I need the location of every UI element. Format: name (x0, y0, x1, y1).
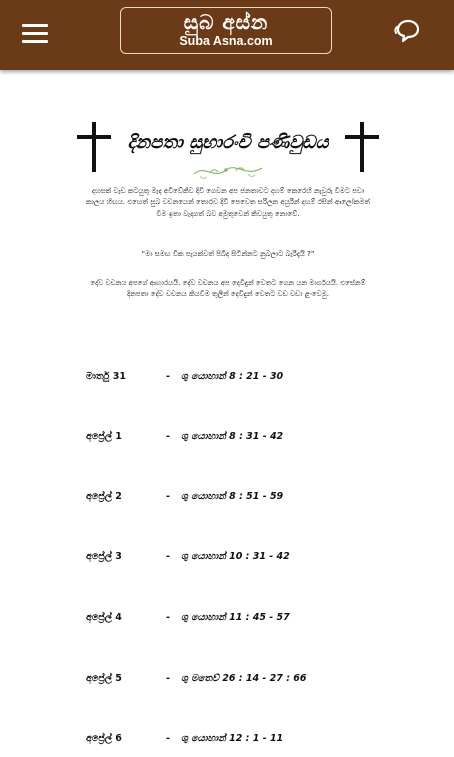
reading-reference: ශු මතෙව් 26 : 14 - 27 : 66 (181, 673, 307, 684)
site-subtitle: Suba Asna.com (179, 34, 273, 48)
cross-icon (77, 122, 111, 172)
reading-reference: ශු යොහාන් 12 : 1 - 11 (181, 733, 284, 744)
cross-icon (345, 122, 379, 172)
reading-row[interactable] (0, 550, 454, 564)
separator: - (166, 673, 170, 684)
reading-row[interactable] (0, 430, 454, 444)
separator: - (166, 431, 170, 442)
site-logo[interactable] (120, 7, 332, 54)
reading-reference: ශු යොහාන් 11 : 45 - 57 (181, 612, 290, 623)
reading-date: අප්‍රේල් 5 (86, 673, 122, 684)
reading-date: අප්‍රේල් 3 (86, 551, 122, 562)
reading-date: අප්‍රේල් 6 (86, 733, 122, 744)
reading-row[interactable] (0, 672, 454, 686)
reading-reference: ශු යොහාන් 8 : 51 - 59 (181, 491, 284, 502)
reading-date: මාර්තු 31 (86, 371, 126, 382)
intro-text: දහසක් වැඩ කටයුතු මැද අවිවේකීව දිවි ගෙවන අප ජනතාවට දහම් කෙරෙහි නැවුරු වීමට පවා කාලය හිඟය. එහෙත් සුබ වචනයෙන් තොරව දිවි පෙවෙත සරිලන අයුරින් දහම් රසින් ආලෝකමත් වීම ඉතා වැදගත් බව අමුතුවෙන් කිවයුතු නොවේ. (85, 187, 371, 218)
reading-row[interactable] (0, 490, 454, 504)
separator: - (166, 551, 170, 562)
menu-icon[interactable] (22, 24, 48, 44)
separator: - (166, 733, 170, 744)
separator: - (166, 371, 170, 382)
chat-bubbles-icon[interactable] (393, 18, 421, 44)
quote-text: “මා සමඟ වික පැයක්වත් පිබිද සිටින්නට නුබලාට බැරිදැයි ?” (141, 250, 315, 258)
separator: - (166, 491, 170, 502)
reading-date: අප්‍රේල් 2 (86, 491, 122, 502)
reading-reference: ශු යොහාන් 10 : 31 - 42 (181, 551, 290, 562)
description-text: දේව වචනය අපගේ ආහාරයයි. දේව වචනය අප දෙවිදුන් වෙතට ගෙන යන මාර්ගයයි. එසේනම් දිනපතා දේව වචනය කියවීම තුලින් දෙවිදුන් වෙතට වඩ වඩා ළංවෙමු. (90, 279, 366, 299)
flourish-ornament-icon (190, 160, 266, 182)
reading-row[interactable] (0, 370, 454, 384)
reading-reference: ශු යොහාන් 8 : 21 - 30 (181, 371, 284, 382)
separator: - (166, 612, 170, 623)
site-title: සුබ අස්න (183, 10, 269, 34)
app-bar (0, 0, 454, 70)
reading-row[interactable] (0, 611, 454, 625)
reading-date: අප්‍රේල් 4 (86, 612, 122, 623)
reading-date: අප්‍රේල් 1 (86, 431, 122, 442)
reading-reference: ශු යොහාන් 8 : 31 - 42 (181, 431, 284, 442)
page-title: දිනපතා සුභාරංචි පණිවුඩය (127, 132, 329, 153)
reading-row[interactable] (0, 732, 454, 746)
